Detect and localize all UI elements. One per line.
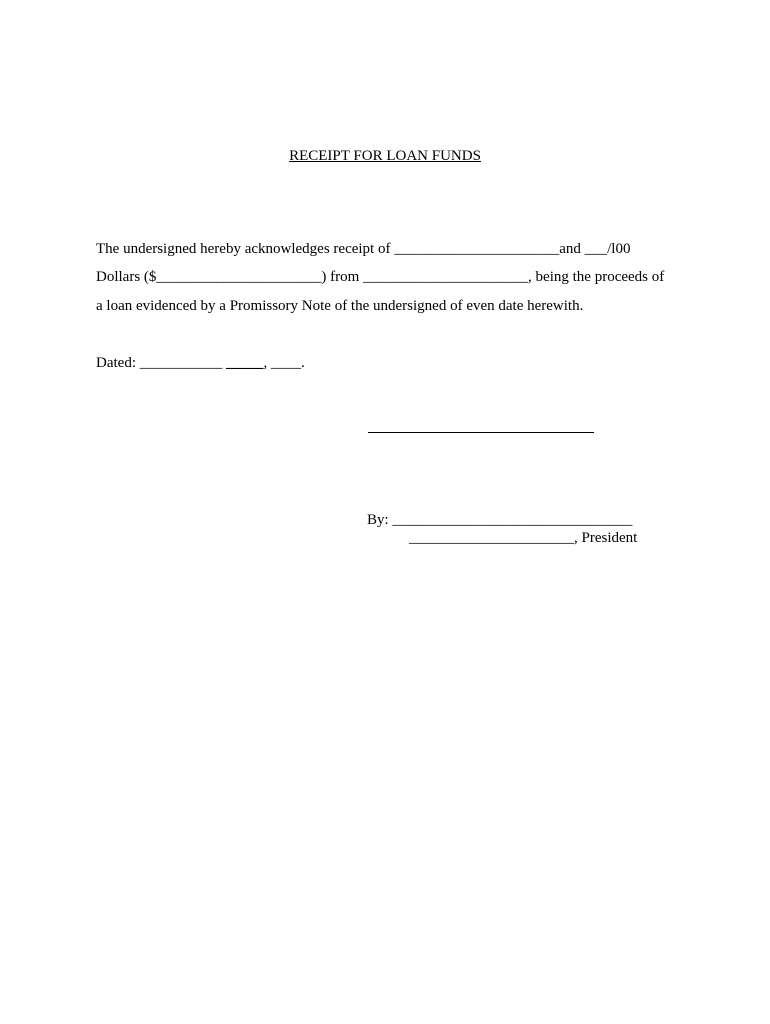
paragraph-line-3: a loan evidenced by a Promissory Note of the undersigned of even date herewith. (96, 298, 584, 314)
dated-label: Dated: ___________ (96, 355, 226, 371)
document-title: RECEIPT FOR LOAN FUNDS (289, 148, 481, 164)
signature-line (368, 432, 594, 433)
signature-title-line: ______________________, President (409, 530, 638, 546)
signature-by-line: By: ________________________________ (367, 512, 633, 528)
dated-year-blank: , ____. (263, 355, 305, 371)
dated-month-blank: _____ (225, 355, 264, 371)
paragraph-line-1: The undersigned hereby acknowledges receipt of ______________________and ___/l00 (96, 241, 631, 257)
paragraph-line-2: Dollars ($______________________) from ______________________, being the proceeds of (96, 269, 665, 285)
dated-line (96, 354, 305, 372)
